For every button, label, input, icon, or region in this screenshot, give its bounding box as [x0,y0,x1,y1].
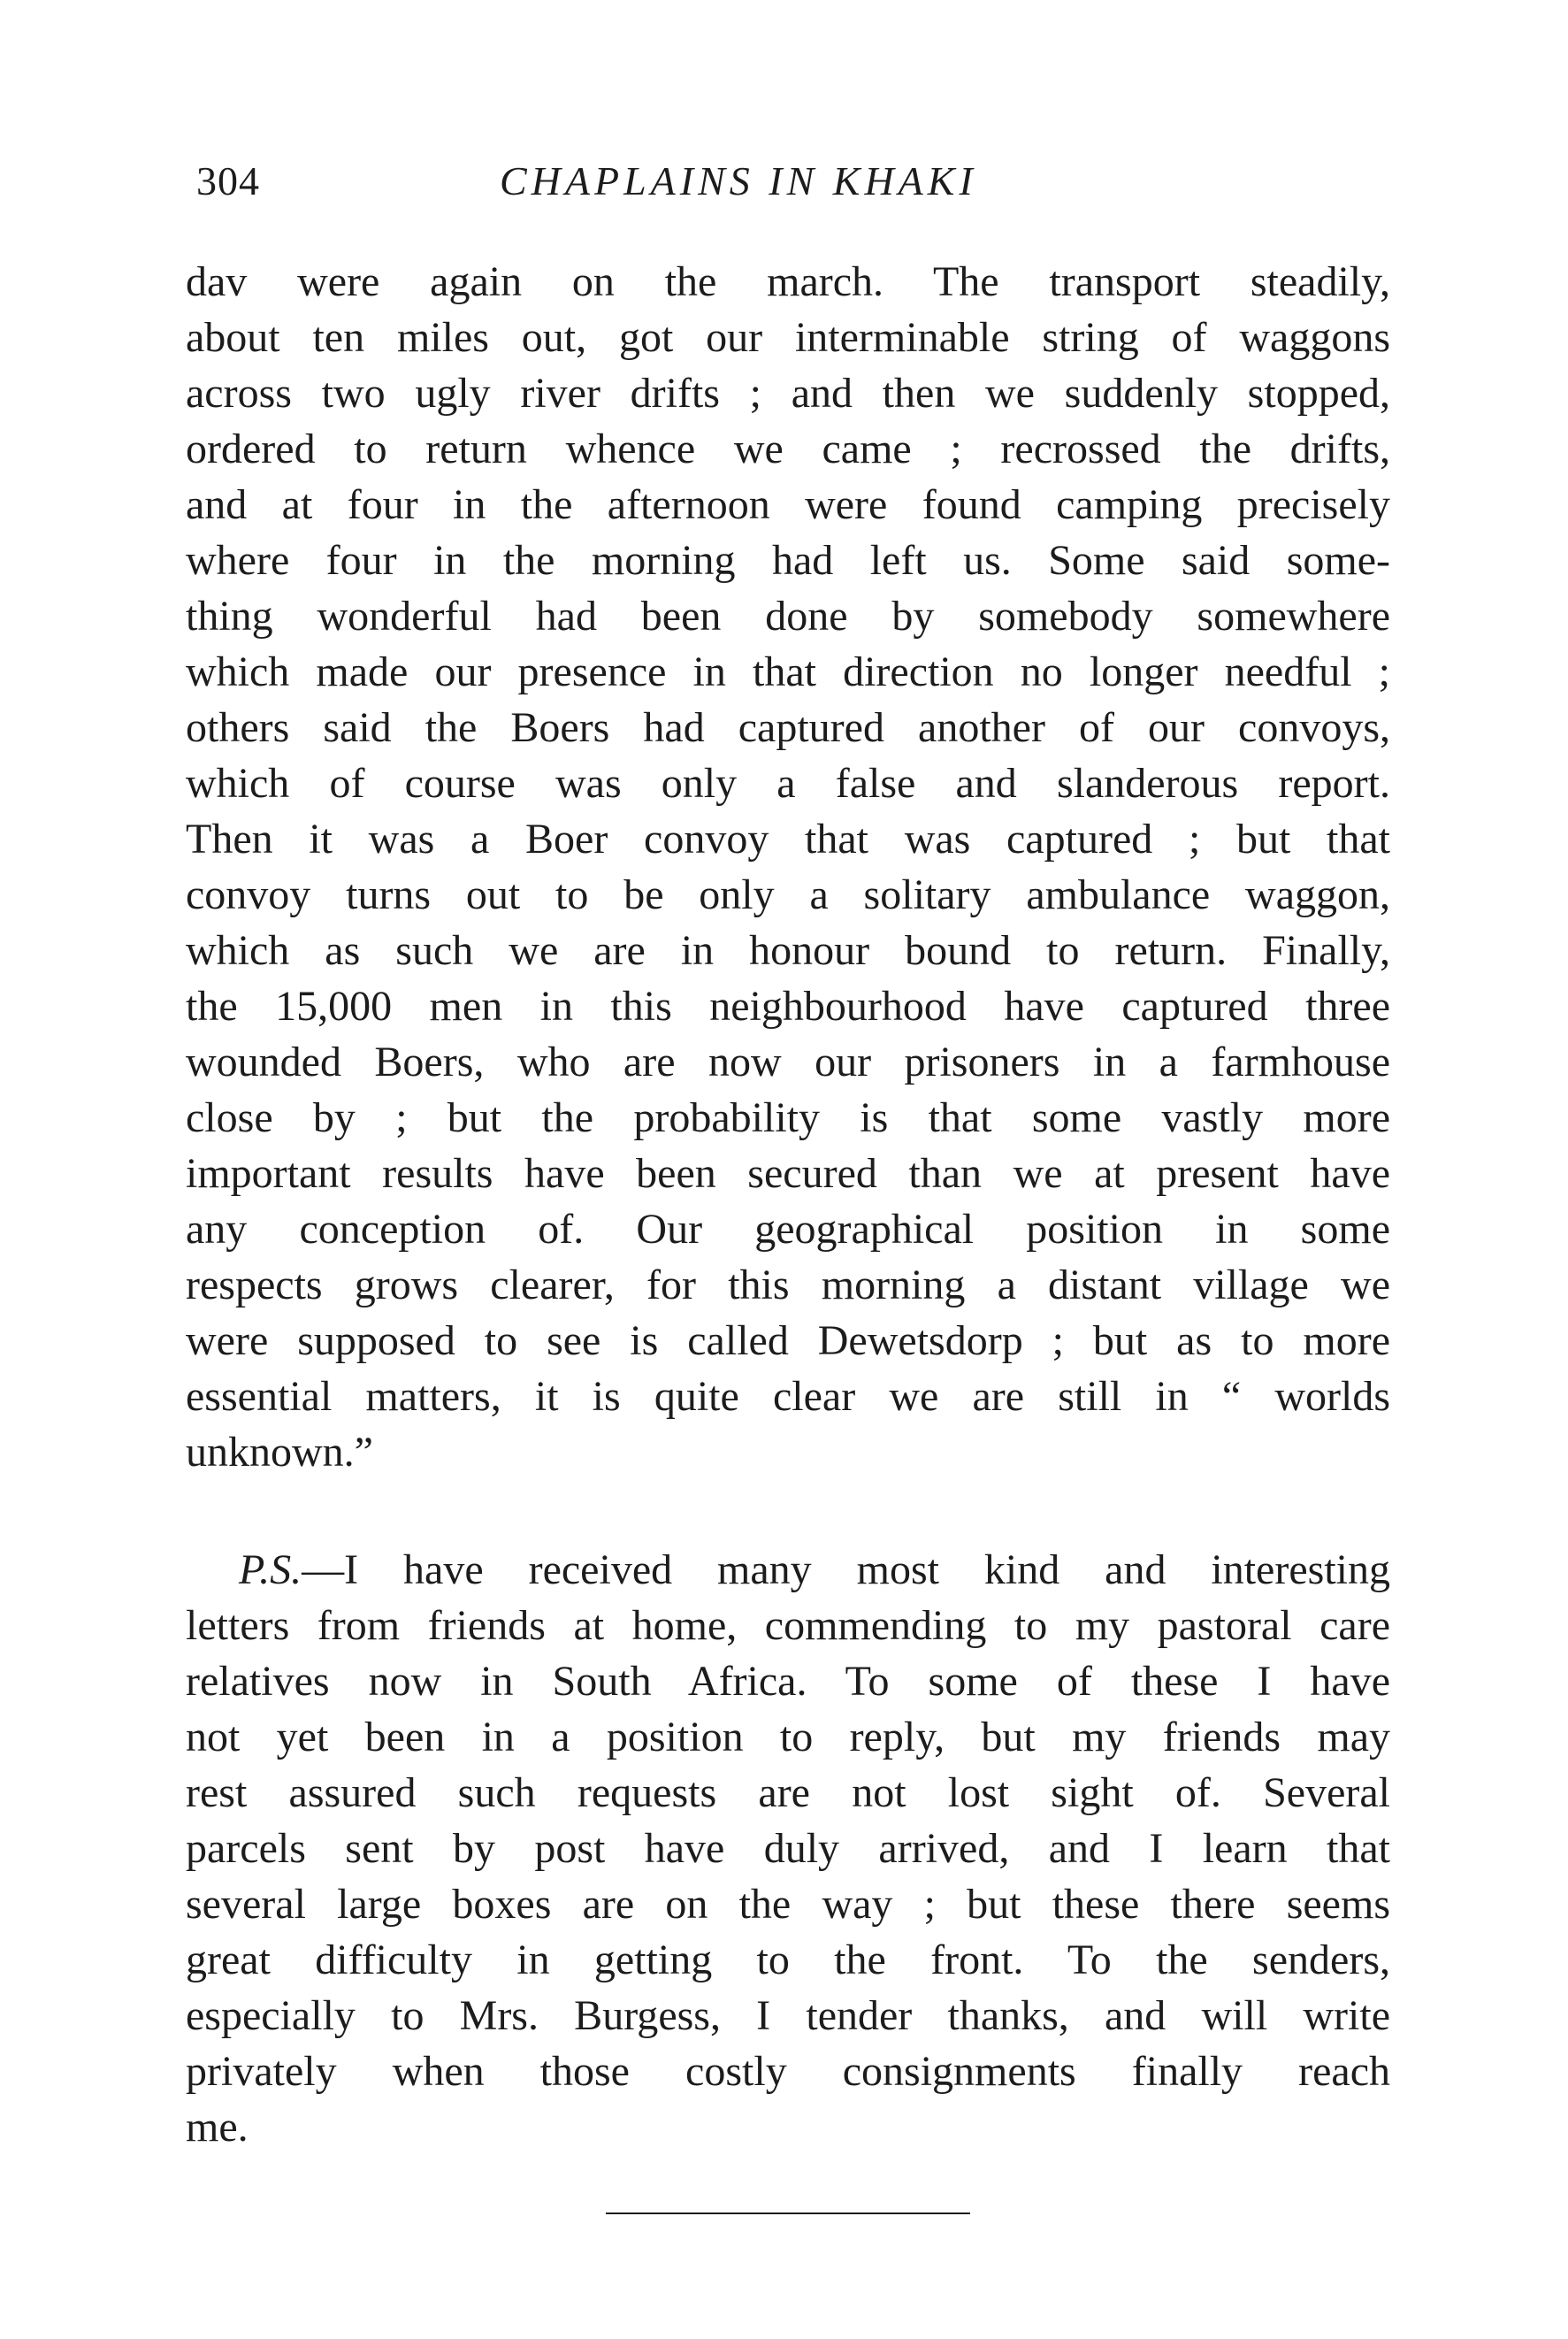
text-line: respects grows clearer, for this morning a distant village we [186,1262,1390,1308]
page-number: 304 [196,158,260,203]
text-line: which as such we are in honour bound to return. Finally, [186,927,1390,974]
text-line: important results have been secured than we at present have [186,1150,1390,1197]
text-line: relatives now in South Africa. To some of these I have [186,1658,1390,1705]
text-line: me. [186,2104,249,2151]
text-line: wounded Boers, who are now our prisoners in a farmhouse [186,1039,1390,1085]
text-line: unknown.” [186,1429,373,1476]
postscript-first-line-text: —I have received many most kind and interesting [302,1546,1390,1593]
text-line: convoy turns out to be only a solitary ambulance waggon, [186,871,1390,918]
text-line: close by ; but the probability is that some vastly more [186,1094,1390,1141]
closing-rule [606,2212,970,2214]
text-line: the 15,000 men in this neighbourhood have captured three [186,983,1390,1030]
text-line: letters from friends at home, commending to my pastoral care [186,1602,1390,1649]
text-line: especially to Mrs. Burgess, I tender thanks, and will write [186,1992,1390,2039]
text-line: rest assured such requests are not lost sight of. Several [186,1769,1390,1816]
text-line: several large boxes are on the way ; but these there seems [186,1881,1390,1928]
text-line: privately when those costly consignments finally reach [186,2048,1390,2095]
text-line: thing wonderful had been done by somebody somewhere [186,593,1390,640]
text-line: Then it was a Boer convoy that was captured ; but that [186,816,1390,863]
text-line: dav were again on the march. The transport steadily, [186,258,1390,305]
text-line: essential matters, it is quite clear we are still in “ worlds [186,1373,1390,1420]
text-line: not yet been in a position to reply, but my friends may [186,1714,1390,1760]
text-line: others said the Boers had captured another of our convoys, [186,704,1390,751]
postscript-first-line [239,1546,1390,1593]
running-title: CHAPLAINS IN KHAKI [500,158,977,203]
text-line: where four in the morning had left us. Some said some- [186,537,1390,584]
text-line: parcels sent by post have duly arrived, and I learn that [186,1825,1390,1872]
text-line: about ten miles out, got our interminable string of waggons [186,314,1390,361]
text-line: ordered to return whence we came ; recrossed the drifts, [186,426,1390,472]
text-line: which of course was only a false and slanderous report. [186,760,1390,807]
text-line: were supposed to see is called Dewetsdorp ; but as to more [186,1317,1390,1364]
text-line: across two ugly river drifts ; and then we suddenly stopped, [186,370,1390,417]
text-line: any conception of. Our geographical position in some [186,1206,1390,1253]
postscript-label: P.S. [239,1546,302,1593]
text-line: great difficulty in getting to the front. To the senders, [186,1936,1390,1983]
text-line: and at four in the afternoon were found camping precisely [186,481,1390,528]
text-line: which made our presence in that direction no longer needful ; [186,648,1390,695]
